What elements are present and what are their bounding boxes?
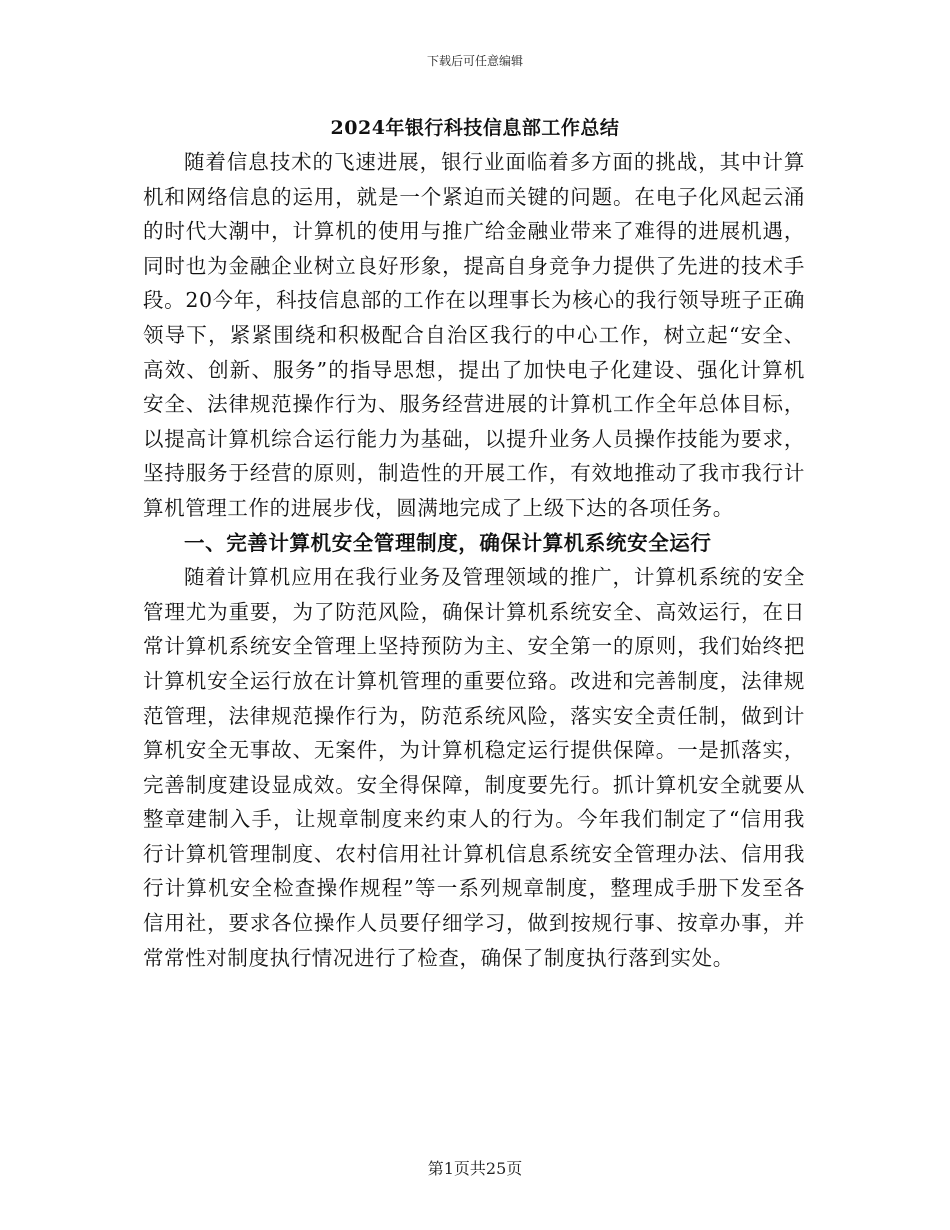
section-1-paragraph: 随着计算机应用在我行业务及管理领域的推广，计算机系统的安全管理尤为重要，为了防范风险，确保计算机系统安全、高效运行，在日常计算机系统安全管理上坚持预防为主、安全第一的原则，我们始终把计算机安全运行放在计算机管理的重要位臵。改进和完善制度，法律规范管理，法律规范操作行为，防范系统风险，落实安全责任制，做到计算机安全无事故、无案件，为计算机稳定运行提供保障。一是抓落实，完善制度建设显成效。安全得保障，制度要先行。抓计算机安全就要从整章建制入手，让规章制度来约束人的行为。今年我们制定了“信用我行计算机管理制度、农村信用社计算机信息系统安全管理办法、信用我行计算机安全检查操作规程”等一系列规章制度，整理成手册下发至各信用社，要求各位操作人员要仔细学习，做到按规行事、按章办事，并常常性对制度执行情况进行了检查，确保了制度执行落到实处。 bbox=[143, 565, 805, 970]
intro-paragraph: 随着信息技术的飞速进展，银行业面临着多方面的挑战，其中计算机和网络信息的运用，就是一个紧迫而关键的问题。在电子化风起云涌的时代大潮中，计算机的使用与推广给金融业带来了难得的进展机遇，同时也为金融企业树立良好形象，提高自身竞争力提供了先进的技术手段。20今年，科技信息部的工作在以理事长为核心的我行领导班子正确领导下，紧紧围绕和积极配合自治区我行的中心工作，树立起“安全、高效、创新、服务”的指导思想，提出了加快电子化建设、强化计算机安全、法律规范操作行为、服务经营进展的计算机工作全年总体目标，以提高计算机综合运行能力为基础，以提升业务人员操作技能为要求，坚持服务于经营的原则，制造性的开展工作，有效地推动了我市我行计算机管理工作的进展步伐，圆满地完成了上级下达的各项任务。 bbox=[143, 150, 805, 520]
document-title: 2024年银行科技信息部工作总结 bbox=[330, 117, 620, 139]
header-note: 下载后可任意编辑 bbox=[426, 54, 523, 68]
section-1-heading: 一、完善计算机安全管理制度，确保计算机系统安全运行 bbox=[184, 530, 712, 555]
page-indicator: 第1页共25页 bbox=[427, 1159, 523, 1178]
document-body bbox=[143, 145, 805, 975]
